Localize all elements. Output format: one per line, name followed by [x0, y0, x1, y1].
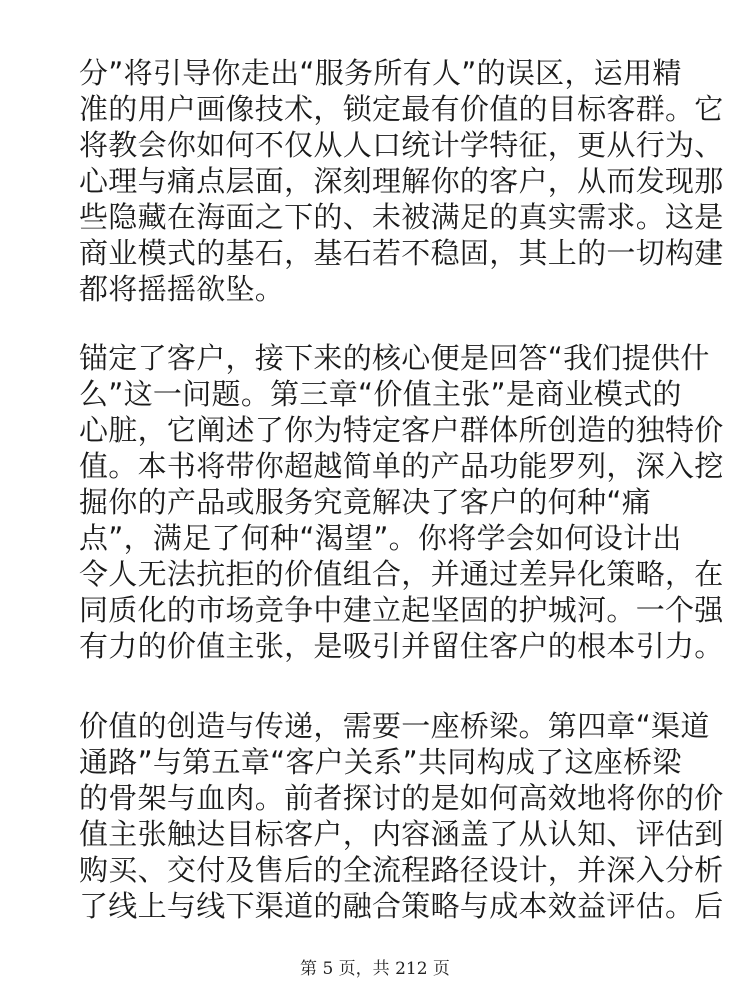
paragraph-line: 商业模式的基石，基石若不稳固，其上的一切构建: [79, 236, 724, 270]
paragraph-line: 将教会你如何不仅从人口统计学特征，更从行为、: [79, 128, 724, 162]
paragraph-line: 值。本书将带你超越简单的产品功能罗列，深入挖: [79, 449, 724, 483]
paragraph-2: [79, 340, 724, 664]
paragraph-line: 的骨架与血肉。前者探讨的是如何高效地将你的价: [79, 781, 724, 815]
paragraph-line: 心脏，它阐述了你为特定客户群体所创造的独特价: [79, 413, 724, 447]
paragraph-line: 点”，满足了何种“渴望”。你将学会如何设计出: [79, 521, 682, 555]
paragraph-line: 锚定了客户，接下来的核心便是回答“我们提供什: [79, 341, 710, 375]
paragraph-line: 了线上与线下渠道的融合策略与成本效益评估。后: [79, 889, 724, 923]
paragraph-line: 都将摇摇欲坠。: [79, 272, 285, 306]
paragraph-line: 价值的创造与传递，需要一座桥梁。第四章“渠道: [79, 709, 710, 743]
paragraph-line: 分”将引导你走出“服务所有人”的误区，运用精: [79, 56, 682, 90]
paragraph-line: 些隐藏在海面之下的、未被满足的真实需求。这是: [79, 200, 724, 234]
paragraph-line: 掘你的产品或服务究竟解决了客户的何种“痛: [79, 485, 652, 519]
paragraph-line: 准的用户画像技术，锁定最有价值的目标客群。它: [79, 92, 724, 126]
paragraph-line: 有力的价值主张，是吸引并留住客户的根本引力。: [79, 629, 724, 663]
paragraph-line: 值主张触达目标客户，内容涵盖了从认知、评估到: [79, 817, 724, 851]
paragraph-line: 么”这一问题。第三章“价值主张”是商业模式的: [79, 377, 682, 411]
paragraph-3: [79, 708, 724, 924]
paragraph-line: 通路”与第五章“客户关系”共同构成了这座桥梁: [79, 745, 682, 779]
page-number-footer: 第 5 页，共 212 页: [300, 959, 450, 979]
paragraph-line: 令人无法抗拒的价值组合，并通过差异化策略，在: [79, 557, 724, 591]
paragraph-line: 购买、交付及售后的全流程路径设计，并深入分析: [79, 853, 724, 887]
paragraph-line: 心理与痛点层面，深刻理解你的客户，从而发现那: [79, 164, 724, 198]
paragraph-1: [79, 55, 724, 307]
paragraph-line: 同质化的市场竞争中建立起坚固的护城河。一个强: [79, 593, 724, 627]
